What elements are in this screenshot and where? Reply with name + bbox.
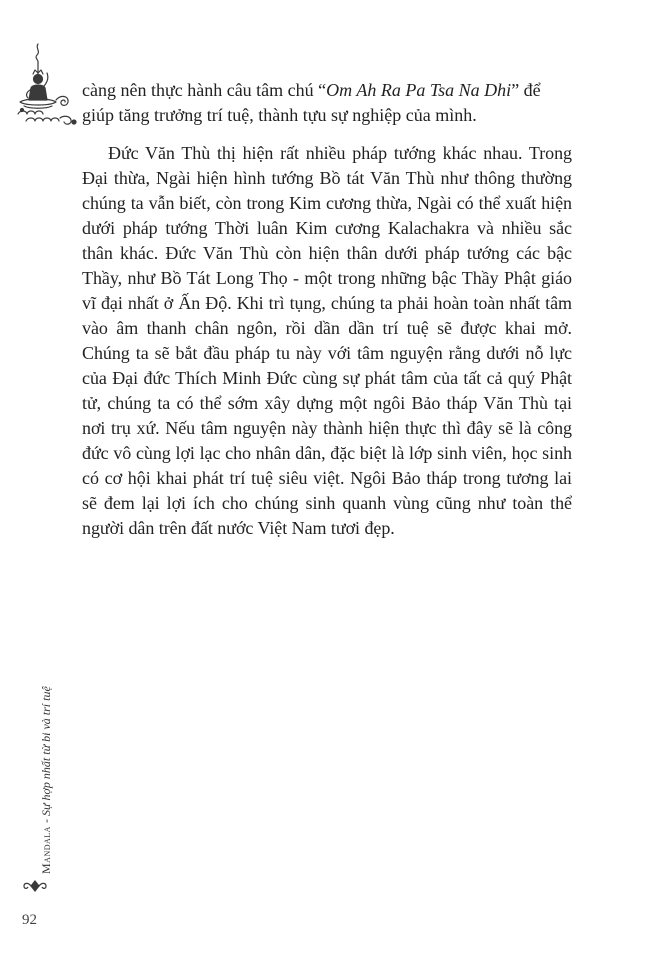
title-separator: - [39,816,53,827]
deity-ornament-icon [14,42,80,128]
paragraph-manjushri-forms: Đức Văn Thù thị hiện rất nhiều pháp tướng khác nhau. Trong Đại thừa, Ngài hiện hình tướng Bồ tát Văn Thù như thông thường chúng ta vẫn biết, còn trong Kim cương thừa, Ngài có thể xuất hiện dưới pháp tướng Thời luân Kim cương Kalachakra và nhiều sắc thân khác. Đức Văn Thù còn hiện thân dưới pháp tướng các bậc Thầy, như Bồ Tát Long Thọ - một trong những bậc Thầy Phật giáo vĩ đại nhất ở Ấn Độ. Khi trì tụng, chúng ta phải hoàn toàn nhất tâm vào âm thanh chân ngôn, rồi dần dần trí tuệ sẽ được khai mở. Chúng ta sẽ bắt đầu pháp tu này với tâm nguyện rằng dưới nỗ lực của Đại đức Thích Minh Đức cùng sự phát tâm của tất cả quý Phật tử, chúng ta có thể sớm xây dựng một ngôi Bảo tháp Văn Thù tại nơi trụ xứ. Nếu tâm nguyện này thành hiện thực thì đây sẽ là công đức vô cùng lợi lạc cho nhân dân, đặc biệt là lớp sinh viên, học sinh có cơ hội khai phát trí tuệ siêu việt. Ngôi Bảo tháp trong tương lai sẽ đem lại lợi ích cho chúng sinh quanh vùng cũng như toàn thể người dân trên đất nước Việt Nam tươi đẹp. [82,143,572,538]
paragraph-text: càng nên thực hành câu tâm chú “ [82,80,327,100]
running-title [39,686,54,874]
book-subtitle: Sự hợp nhất từ bi và trí tuệ [39,686,53,817]
page-number: 92 [22,912,37,928]
paragraph-mantra-intro [82,78,572,128]
paragraph-line [82,78,572,103]
mantra-text: Om Ah Ra Pa Tsa Na Dhi [326,80,512,100]
paragraph-text: ” để [511,80,541,100]
scroll-ornament-icon [22,879,48,893]
series-name: Mandala [39,826,53,874]
paragraph-line: giúp tăng trưởng trí tuệ, thành tựu sự nghiệp của mình. [82,105,477,125]
